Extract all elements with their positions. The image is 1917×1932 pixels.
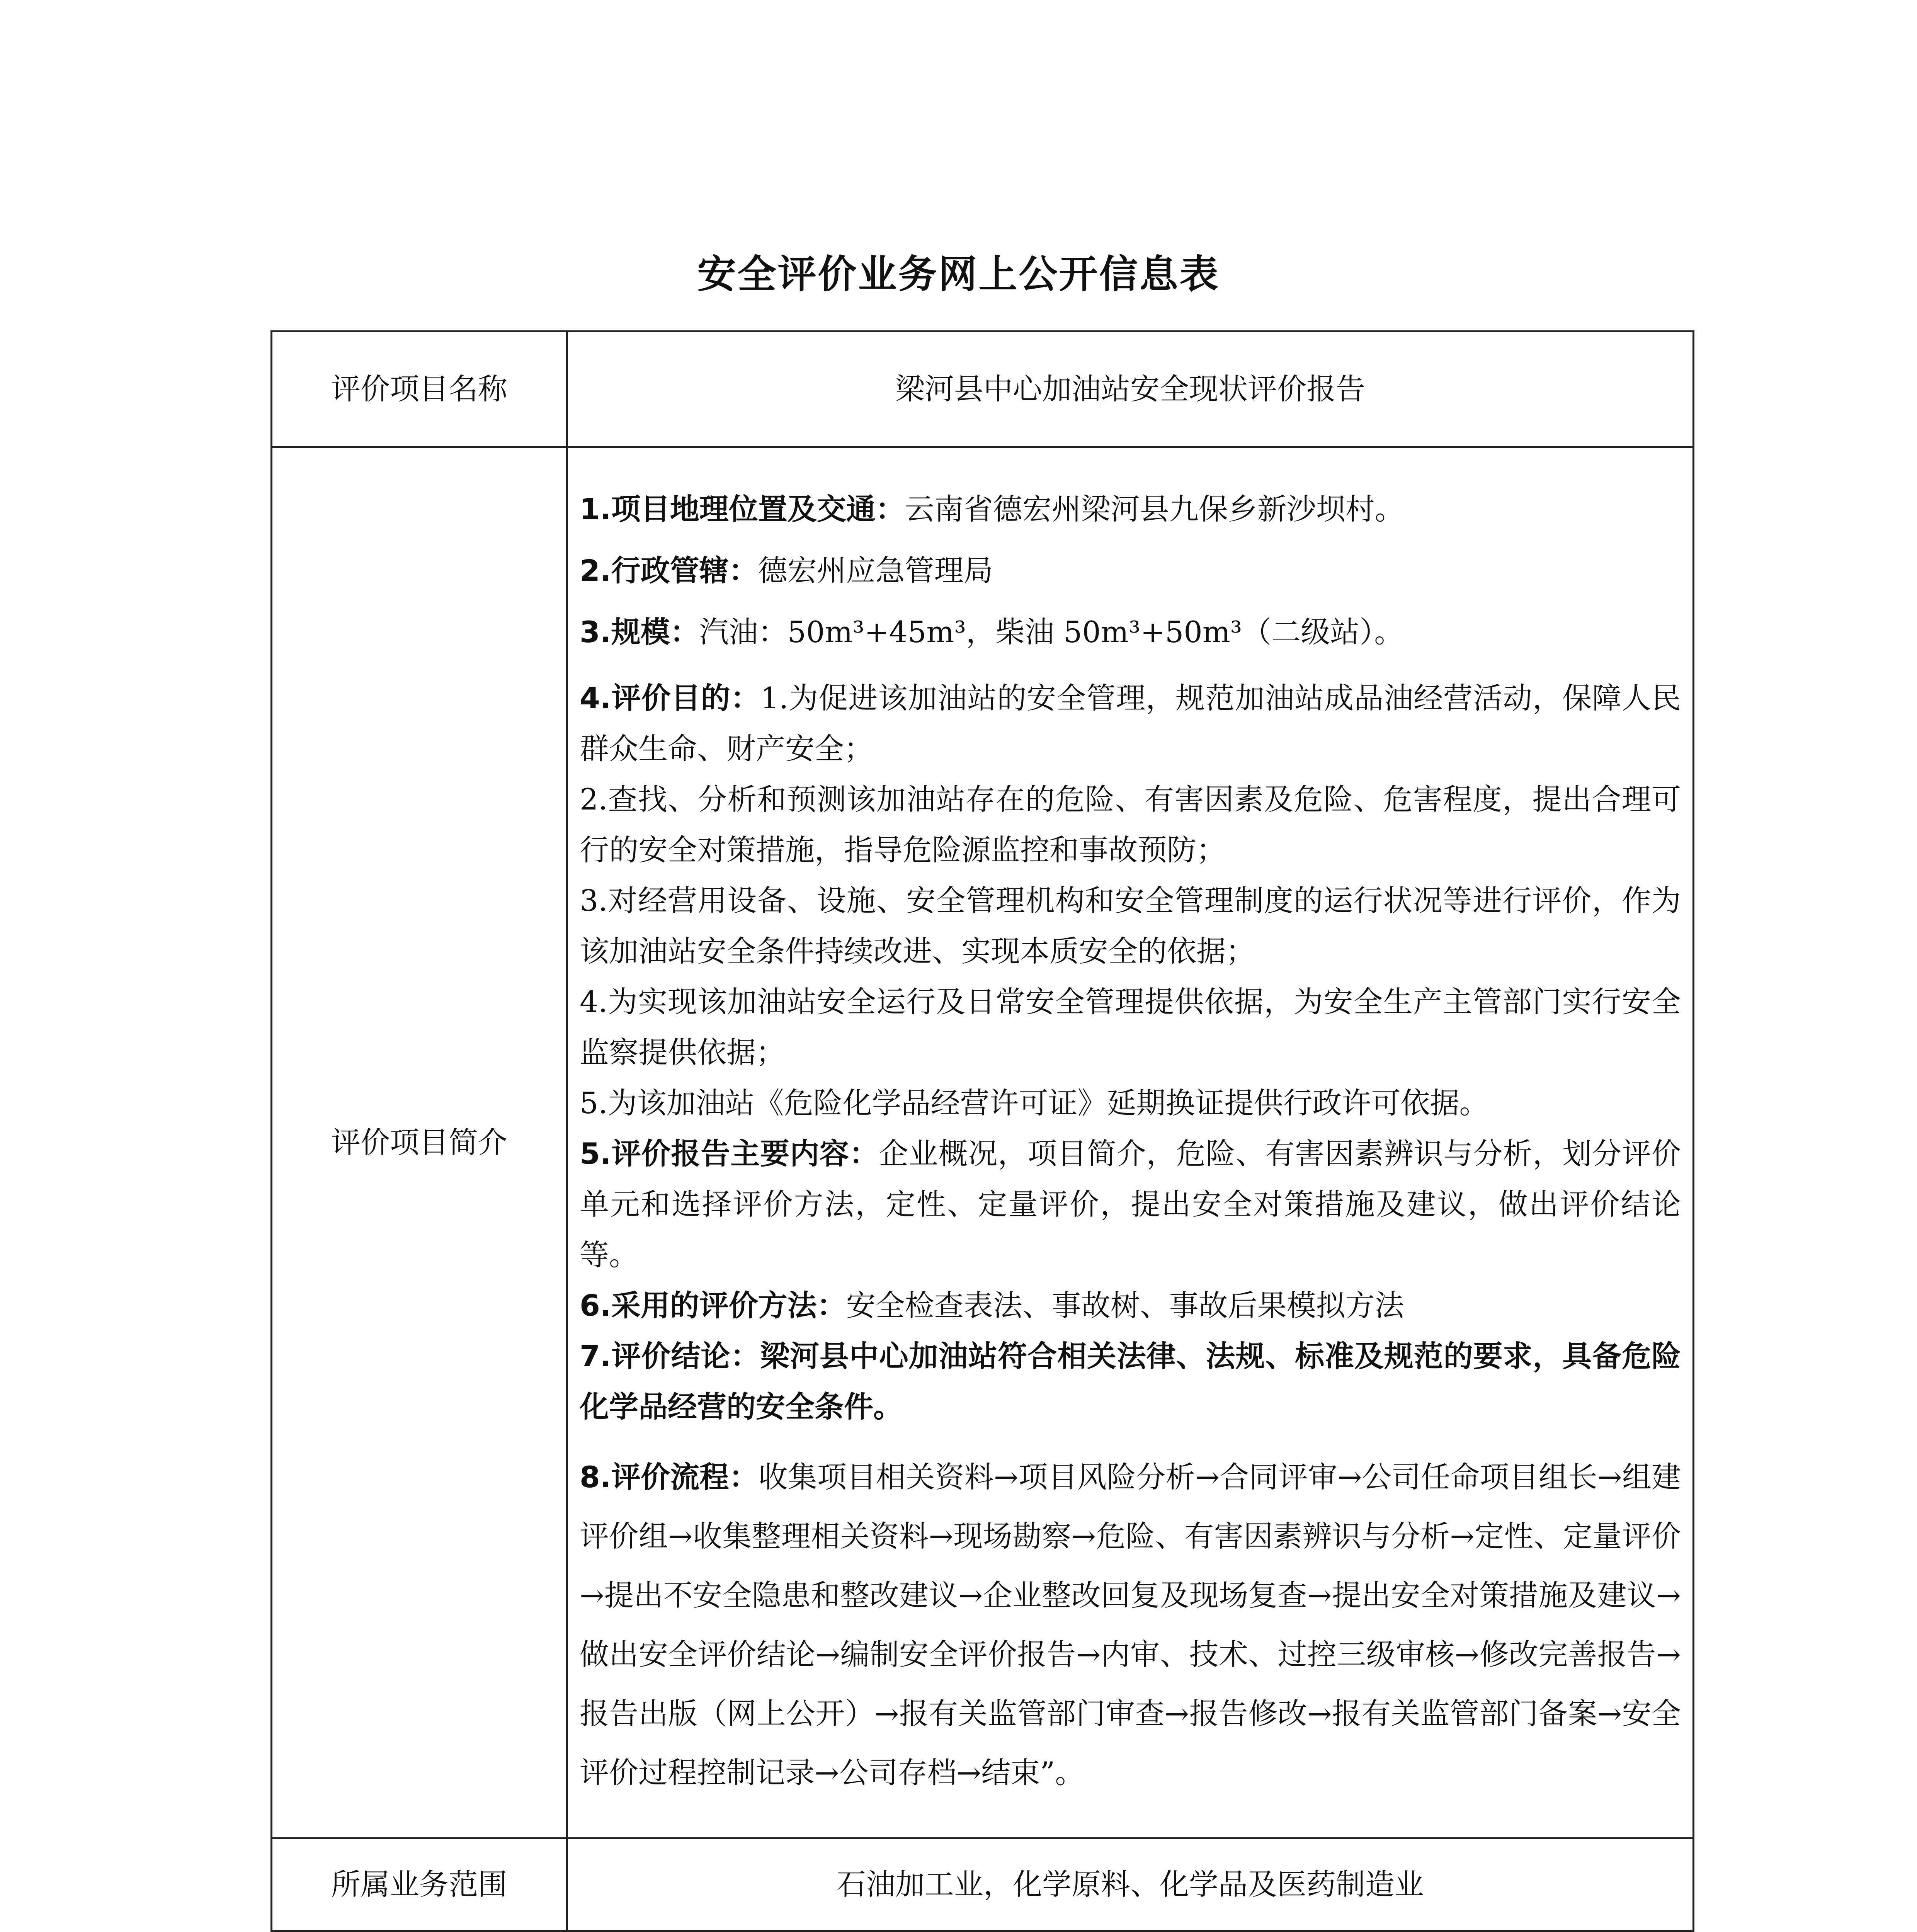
- item1-head: 1.项目地理位置及交通：: [580, 492, 905, 526]
- page-title: 安全评价业务网上公开信息表: [697, 252, 1220, 297]
- item4-text: 1.为促进该加油站的安全管理，规范加油站成品油经营活动，保障人民群众生命、财产安全；: [580, 680, 1681, 766]
- business-scope-value: 石油加工业，化学原料、化学品及医药制造业: [567, 1838, 1694, 1931]
- item3-head: 3.规模：: [580, 614, 699, 649]
- item1-text: 云南省德宏州梁河县九保乡新沙坝村。: [905, 492, 1404, 526]
- project-name-value: 梁河县中心加油站安全现状评价报告: [567, 332, 1694, 447]
- item8-head: 8.评价流程：: [580, 1459, 759, 1494]
- row-business-scope: [272, 1838, 1694, 1931]
- item5-head: 5.评价报告主要内容：: [580, 1136, 879, 1171]
- row-project-name: [272, 332, 1694, 447]
- item6-head: 6.采用的评价方法：: [580, 1288, 846, 1323]
- purpose-3: 3.对经营用设备、设施、安全管理机构和安全管理制度的运行状况等进行评价，作为该加油站安全条件持续改进、实现本质安全的依据；: [580, 883, 1681, 968]
- item6-text: 安全检查表法、事故树、事故后果模拟方法: [846, 1288, 1404, 1323]
- item2-head: 2.行政管辖：: [580, 553, 758, 588]
- intro-content: [567, 447, 1694, 1838]
- item7-conclusion: 7.评价结论：梁河县中心加油站符合相关法律、法规、标准及规范的要求，具备危险化学品经营的安全条件。: [580, 1338, 1681, 1424]
- info-table: [270, 330, 1694, 1932]
- item8-text: 收集项目相关资料→项目风险分析→合同评审→公司任命项目组长→组建评价组→收集整理相关资料→现场勘察→危险、有害因素辨识与分析→定性、定量评价→提出不安全隐患和整改建议→企业整改回复及现场复查→提出安全对策措施及建议→做出安全评价结论→编制安全评价报告→内审、技术、过控三级审核→修改完善报告→报告出版（网上公开）→报有关监管部门审查→报告修改→报有关监管部门备案→安全评价过程控制记录→公司存档→结束”。: [580, 1459, 1681, 1790]
- purpose-4: 4.为实现该加油站安全运行及日常安全管理提供依据，为安全生产主管部门实行安全监察提供依据；: [580, 984, 1681, 1070]
- item4-head: 4.评价目的：: [580, 680, 760, 715]
- intro-label: 评价项目简介: [272, 447, 567, 1838]
- row-intro: [272, 447, 1694, 1838]
- item2-text: 德宏州应急管理局: [758, 553, 993, 588]
- item3-text: 汽油：50m³+45m³，柴油 50m³+50m³（二级站）。: [699, 614, 1404, 649]
- purpose-2: 2.查找、分析和预测该加油站存在的危险、有害因素及危险、危害程度，提出合理可行的安全对策措施，指导危险源监控和事故预防；: [580, 782, 1681, 867]
- purpose-5: 5.为该加油站《危险化学品经营许可证》延期换证提供行政许可依据。: [580, 1085, 1489, 1120]
- business-scope-label: 所属业务范围: [272, 1838, 567, 1931]
- item5-text: 企业概况，项目简介，危险、有害因素辨识与分析，划分评价单元和选择评价方法，定性、定量评价，提出安全对策措施及建议，做出评价结论等。: [580, 1136, 1681, 1272]
- project-name-label: 评价项目名称: [272, 332, 567, 447]
